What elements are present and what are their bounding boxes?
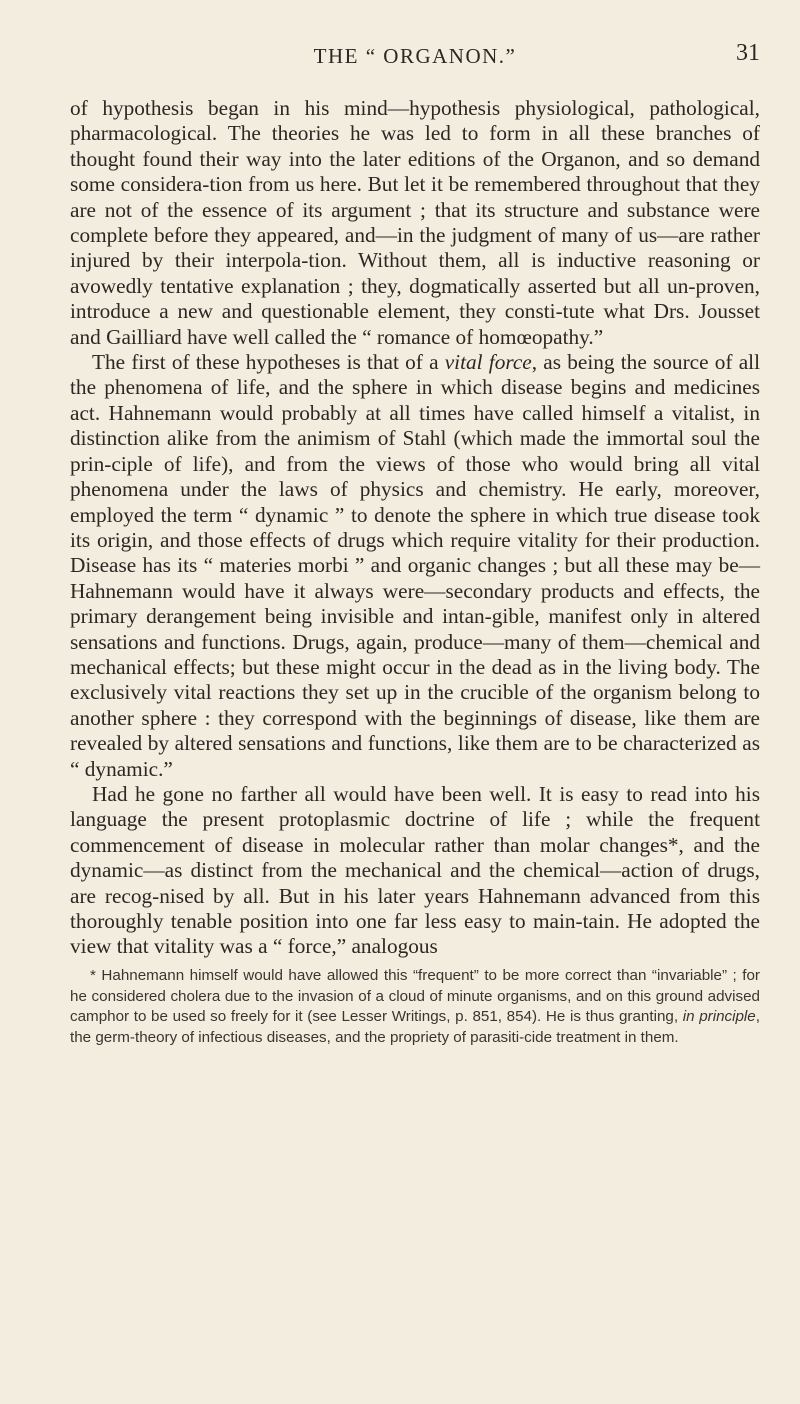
footnote: [70, 966, 760, 1049]
paragraph-2: [70, 350, 760, 782]
text-run: The first of these hypotheses is that of a: [92, 350, 445, 375]
italic-phrase: in principle: [682, 1008, 756, 1026]
paragraph-1: [70, 96, 760, 350]
running-head: THE “ ORGANON.”: [313, 44, 517, 68]
text-run: , as being the source of all the phenomena of life, and the sphere in which disease begins and medicines act. Hahnemann would probably at all times have called himself a vitalist, in distinction alike from the animism of Stahl (which made the immortal soul the prin-ciple of life), and from the views of those who would bring all vital phenomena under the laws of physics and chemistry. He early, moreover, employed the term “ dynamic ” to denote the sphere in which true disease took its origin, and those effects of drugs which require vitality for their production. Disease has its “ materies morbi ” and organic changes ; but all these may be—Hahnemann would have it always were—secondary products and effects, the primary derangement being invisible and intan-gible, manifest only in altered sensations and functions. Drugs, again, produce—many of them—chemical and mechanical effects; but these might occur in the dead as in the living body. The exclusively vital reactions they set up in the crucible of the organism belong to another sphere : they correspond with the beginnings of disease, like them are revealed by altered sensations and functions, like them are to be characterized as “ dynamic.”: [70, 350, 760, 781]
italic-phrase: vital force: [444, 350, 532, 375]
text-run: , the germ-theory of infectious diseases, and the propriety of parasiti-cide treatment in them.: [70, 1008, 760, 1047]
paragraph-3: [70, 782, 760, 960]
footnote-text: [70, 966, 760, 1049]
text-run: Had he gone no farther all would have been well. It is easy to read into his language the present protoplasmic doctrine of life ; while the frequent commencement of disease in molecular rather than molar changes*, and the dynamic—as distinct from the mechanical and the chemical—action of drugs, are recog-nised by all. But in his later years Hahnemann advanced from this thoroughly tenable position into one far less easy to main-tain. He adopted the view that vitality was a “ force,” analogous: [70, 781, 760, 959]
page-header: [70, 40, 760, 96]
body-text: [70, 96, 760, 960]
page-number: 31: [736, 40, 760, 66]
book-page: [70, 40, 760, 1049]
text-run: * Hahnemann himself would have allowed this “frequent” to be more correct than “invariable” ; for he considered cholera due to the invasion of a cloud of minute organisms, and on this ground advised camphor to be used so freely for it (see Lesser Writings, p. 851, 854). He is thus granting,: [70, 966, 760, 1026]
text-run: of hypothesis began in his mind—hypothesis physiological, pathological, pharmacological. The theories he was led to form in all these branches of thought found their way into the later editions of the Organon, and so demand some considera-tion from us here. But let it be remembered throughout that they are not of the essence of its argument ; that its structure and substance were complete before they appeared, and—in the judgment of many of us—are rather injured by their interpola-tion. Without them, all is inductive reasoning or avowedly tentative explanation ; they, dogmatically asserted but all un-proven, introduce a new and questionable element, they consti-tute what Drs. Jousset and Gailliard have well called the “ romance of homœopathy.”: [70, 96, 760, 349]
